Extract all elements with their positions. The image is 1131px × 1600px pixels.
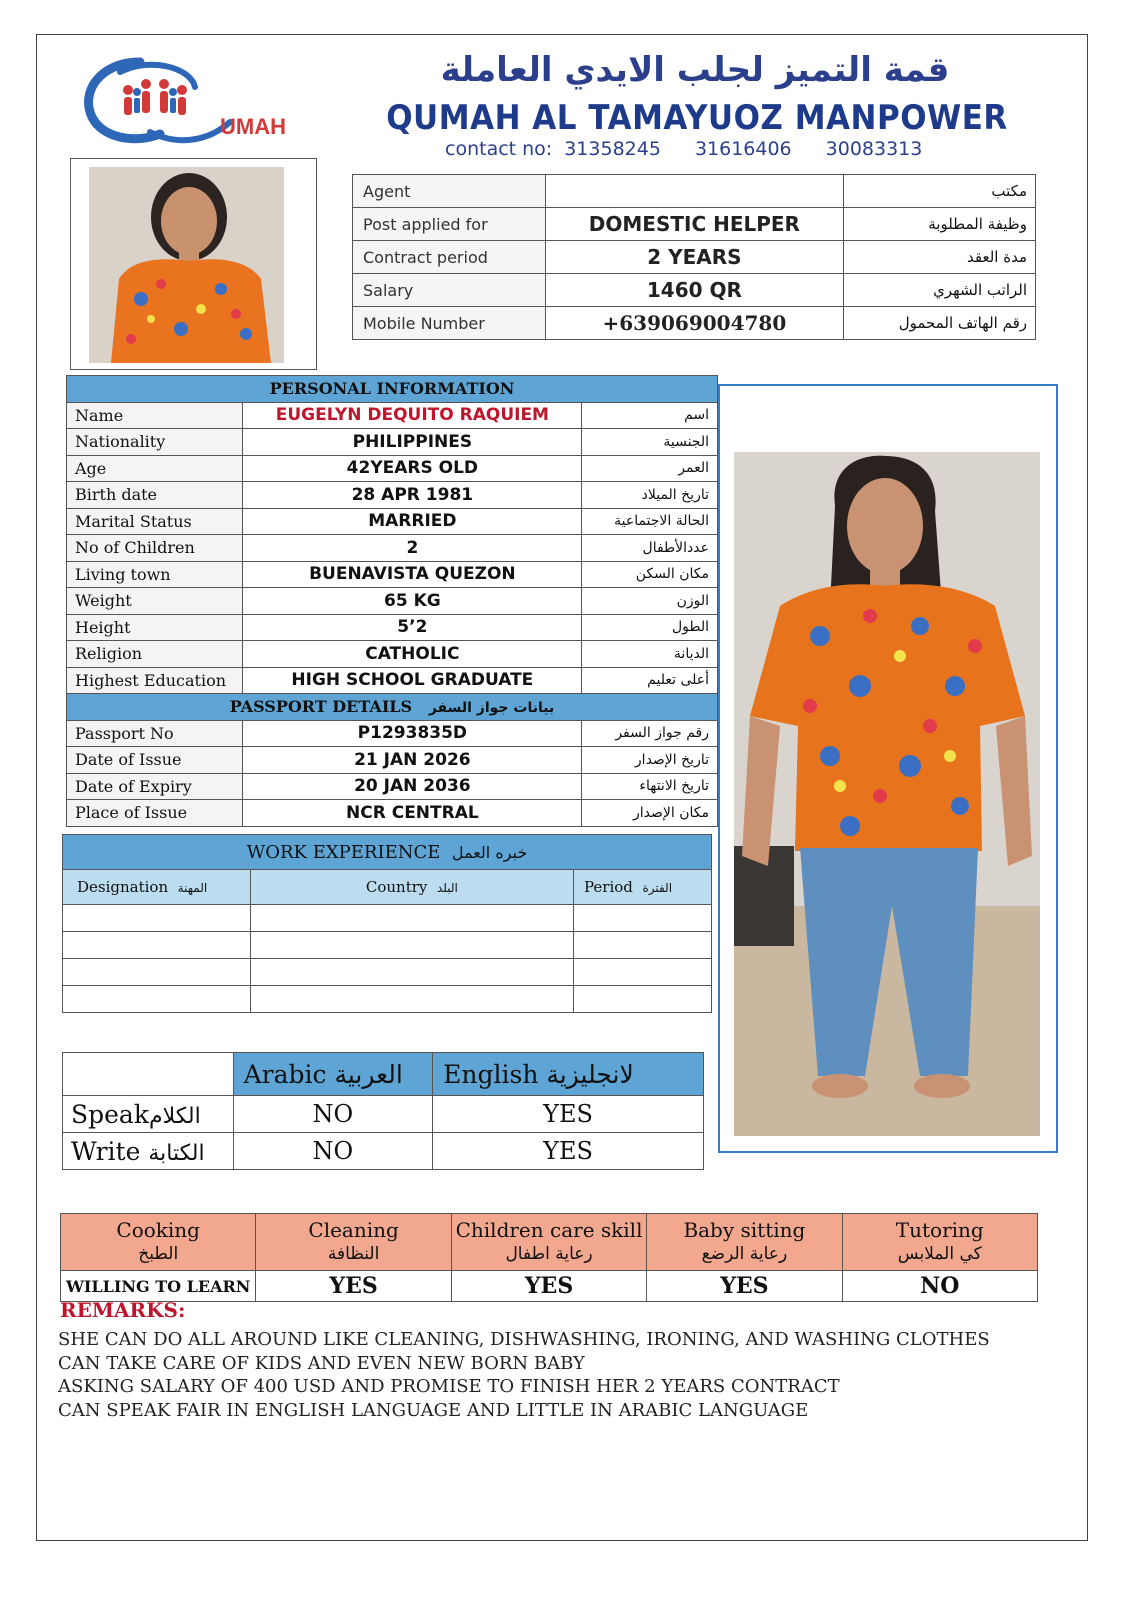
job-details-table [352, 174, 1036, 340]
company-logo [80, 52, 310, 152]
post-arabic-label: وظيفة المطلوبة [843, 208, 1035, 241]
write-arabic: الكتابة [148, 1140, 205, 1166]
agent-value [546, 175, 843, 208]
pi-value: HIGH SCHOOL GRADUATE [243, 667, 582, 694]
english-column-label: English [443, 1059, 539, 1089]
pi-label: Nationality [67, 429, 243, 456]
work-experience-heading-ar: خبره العمل [451, 842, 528, 862]
pi-arabic-label: أعلى تعليم [582, 667, 718, 694]
skills-table [60, 1213, 1038, 1302]
period-header [573, 870, 711, 905]
pi-label: Weight [67, 588, 243, 615]
children-care-header [451, 1214, 646, 1271]
passport-row [67, 747, 718, 774]
passport-value: 21 JAN 2026 [243, 747, 582, 774]
pi-arabic-label: العمر [582, 455, 718, 482]
pi-row [67, 561, 718, 588]
write-label-cell [63, 1133, 234, 1170]
pi-label: Name [67, 402, 243, 429]
english-company-title: QUMAH AL TAMAYUOZ MANPOWER [386, 98, 1008, 138]
pi-label: Highest Education [67, 667, 243, 694]
contact-number-1: 31358245 [564, 138, 661, 160]
passport-label: Passport No [67, 720, 243, 747]
cleaning-arabic: النظافة [327, 1244, 380, 1264]
full-body-photo [718, 384, 1058, 1153]
pi-arabic-label: تاريخ الميلاد [582, 482, 718, 509]
arabic-company-title: قمة التميز لجلب الايدي العاملة [440, 50, 950, 90]
pi-value: CATHOLIC [243, 641, 582, 668]
table-row [63, 959, 712, 986]
remarks-list [58, 1328, 990, 1422]
passport-value: NCR CENTRAL [243, 800, 582, 827]
pi-label: Age [67, 455, 243, 482]
pi-label: Religion [67, 641, 243, 668]
cleaning-header [256, 1214, 451, 1271]
designation-header [63, 870, 251, 905]
cooking-value: WILLING TO LEARN [61, 1271, 256, 1302]
pi-value: PHILIPPINES [243, 429, 582, 456]
speak-arabic: الكلام [148, 1103, 201, 1129]
arabic-column-label: Arabic [243, 1059, 327, 1089]
contract-row [353, 241, 1036, 274]
pi-row [67, 614, 718, 641]
pi-arabic-label: عددالأطفال [582, 535, 718, 562]
children-care-arabic: رعاية اطفال [505, 1244, 593, 1264]
pi-row [67, 429, 718, 456]
passport-arabic-label: تاريخ الإصدار [582, 747, 718, 774]
children-care-value: YES [451, 1271, 646, 1302]
contact-line [445, 138, 1025, 160]
pi-value: 2 [243, 535, 582, 562]
remark-line: CAN SPEAK FAIR IN ENGLISH LANGUAGE AND LITTLE IN ARABIC LANGUAGE [58, 1399, 809, 1421]
passport-label: Date of Expiry [67, 773, 243, 800]
mobile-label: Mobile Number [353, 307, 546, 340]
work-experience-table [62, 834, 712, 1013]
baby-sitting-value: YES [647, 1271, 842, 1302]
personal-info-table [66, 375, 718, 827]
contact-number-2: 31616406 [694, 138, 792, 160]
cleaning-value: YES [256, 1271, 451, 1302]
salary-label: Salary [353, 274, 546, 307]
baby-sitting-label: Baby sitting [683, 1218, 806, 1242]
post-value: DOMESTIC HELPER [546, 208, 843, 241]
designation-arabic: المهنة [177, 881, 208, 895]
personal-info-heading: PERSONAL INFORMATION [67, 376, 718, 403]
english-column-header [433, 1053, 704, 1096]
contract-value: 2 YEARS [546, 241, 843, 274]
children-care-label: Children care skill [455, 1218, 643, 1242]
work-experience-heading [63, 835, 712, 870]
pi-label: Living town [67, 561, 243, 588]
salary-row [353, 274, 1036, 307]
passport-label: Place of Issue [67, 800, 243, 827]
portrait-photo [70, 158, 317, 370]
agent-label: Agent [353, 175, 546, 208]
pi-value: MARRIED [243, 508, 582, 535]
speak-english-value: YES [433, 1096, 704, 1133]
post-row [353, 208, 1036, 241]
pi-label: Height [67, 614, 243, 641]
pi-row [67, 588, 718, 615]
cooking-arabic: الطبخ [138, 1244, 179, 1264]
lang-corner-cell [63, 1053, 234, 1096]
arabic-column-header [233, 1053, 433, 1096]
write-row [63, 1133, 704, 1170]
cooking-label: Cooking [116, 1218, 200, 1242]
period-arabic: الفترة [642, 881, 673, 895]
contract-label: Contract period [353, 241, 546, 274]
remarks-title: REMARKS: [60, 1298, 186, 1322]
pi-row [67, 402, 718, 429]
post-label: Post applied for [353, 208, 546, 241]
pi-value: 65 KG [243, 588, 582, 615]
salary-value: 1460 QR [546, 274, 843, 307]
pi-row [67, 508, 718, 535]
language-table [62, 1052, 704, 1170]
pi-arabic-label: الحالة الاجتماعية [582, 508, 718, 535]
passport-value: 20 JAN 2036 [243, 773, 582, 800]
speak-row [63, 1096, 704, 1133]
pi-row [67, 535, 718, 562]
tutoring-value: NO [842, 1271, 1037, 1302]
passport-heading-ar: بيانات جواز السفر [428, 700, 555, 717]
english-column-arabic: لانجليزية [546, 1059, 634, 1089]
pi-label: Birth date [67, 482, 243, 509]
mobile-arabic-label: رقم الهاتف المحمول [843, 307, 1035, 340]
passport-value: P1293835D [243, 720, 582, 747]
remark-line: ASKING SALARY OF 400 USD AND PROMISE TO FINISH HER 2 YEARS CONTRACT [58, 1376, 840, 1397]
passport-row [67, 800, 718, 827]
contact-number-3: 30083313 [825, 138, 923, 160]
tutoring-label: Tutoring [895, 1218, 984, 1242]
remark-line: SHE CAN DO ALL AROUND LIKE CLEANING, DISHWASHING, IRONING, AND WASHING CLOTHES [58, 1329, 990, 1350]
agent-row [353, 175, 1036, 208]
pi-row [67, 455, 718, 482]
passport-arabic-label: مكان الإصدار [582, 800, 718, 827]
pi-arabic-label: الديانة [582, 641, 718, 668]
pi-arabic-label: الجنسية [582, 429, 718, 456]
baby-sitting-arabic: رعاية الرضع [701, 1244, 788, 1264]
contact-label: contact no: [445, 138, 553, 160]
cooking-header [61, 1214, 256, 1271]
table-row [63, 932, 712, 959]
pi-value: 5’2 [243, 614, 582, 641]
logo-text: UMAH [220, 114, 286, 139]
pi-arabic-label: الوزن [582, 588, 718, 615]
remark-line: CAN TAKE CARE OF KIDS AND EVEN NEW BORN BABY [58, 1352, 585, 1374]
pi-row [67, 667, 718, 694]
contract-arabic-label: مدة العقد [843, 241, 1035, 274]
designation-label: Designation [77, 878, 169, 896]
salary-arabic-label: الراتب الشهري [843, 274, 1035, 307]
cleaning-label: Cleaning [308, 1218, 399, 1242]
passport-row [67, 720, 718, 747]
speak-arabic-value: NO [233, 1096, 433, 1133]
pi-row [67, 482, 718, 509]
pi-value: 28 APR 1981 [243, 482, 582, 509]
passport-arabic-label: تاريخ الانتهاء [582, 773, 718, 800]
name-value: EUGELYN DEQUITO RAQUIEM [243, 402, 582, 429]
baby-sitting-header [647, 1214, 842, 1271]
country-header [250, 870, 573, 905]
passport-arabic-label: رقم جواز السفر [582, 720, 718, 747]
tutoring-header [842, 1214, 1037, 1271]
pi-arabic-label: الطول [582, 614, 718, 641]
passport-label: Date of Issue [67, 747, 243, 774]
passport-heading-en: PASSPORT DETAILS [229, 697, 413, 717]
speak-label-cell [63, 1096, 234, 1133]
country-label: Country [365, 878, 428, 896]
pi-value: 42YEARS OLD [243, 455, 582, 482]
passport-heading [67, 694, 718, 721]
mobile-value: +639069004780 [546, 307, 843, 340]
pi-arabic-label: اسم [582, 402, 718, 429]
passport-row [67, 773, 718, 800]
period-label: Period [583, 878, 633, 896]
table-row [63, 905, 712, 932]
write-label: Write [71, 1136, 141, 1166]
pi-row [67, 641, 718, 668]
pi-label: Marital Status [67, 508, 243, 535]
write-english-value: YES [433, 1133, 704, 1170]
write-arabic-value: NO [233, 1133, 433, 1170]
tutoring-arabic: كي الملابس [897, 1244, 982, 1264]
arabic-column-arabic: العربية [334, 1059, 403, 1089]
table-row [63, 986, 712, 1013]
pi-value: BUENAVISTA QUEZON [243, 561, 582, 588]
mobile-row [353, 307, 1036, 340]
agent-arabic-label: مكتب [843, 175, 1035, 208]
pi-arabic-label: مكان السكن [582, 561, 718, 588]
work-experience-heading-en: WORK EXPERIENCE [246, 841, 441, 863]
country-arabic: البلد [436, 881, 458, 895]
speak-label: Speak [71, 1099, 149, 1129]
pi-label: No of Children [67, 535, 243, 562]
